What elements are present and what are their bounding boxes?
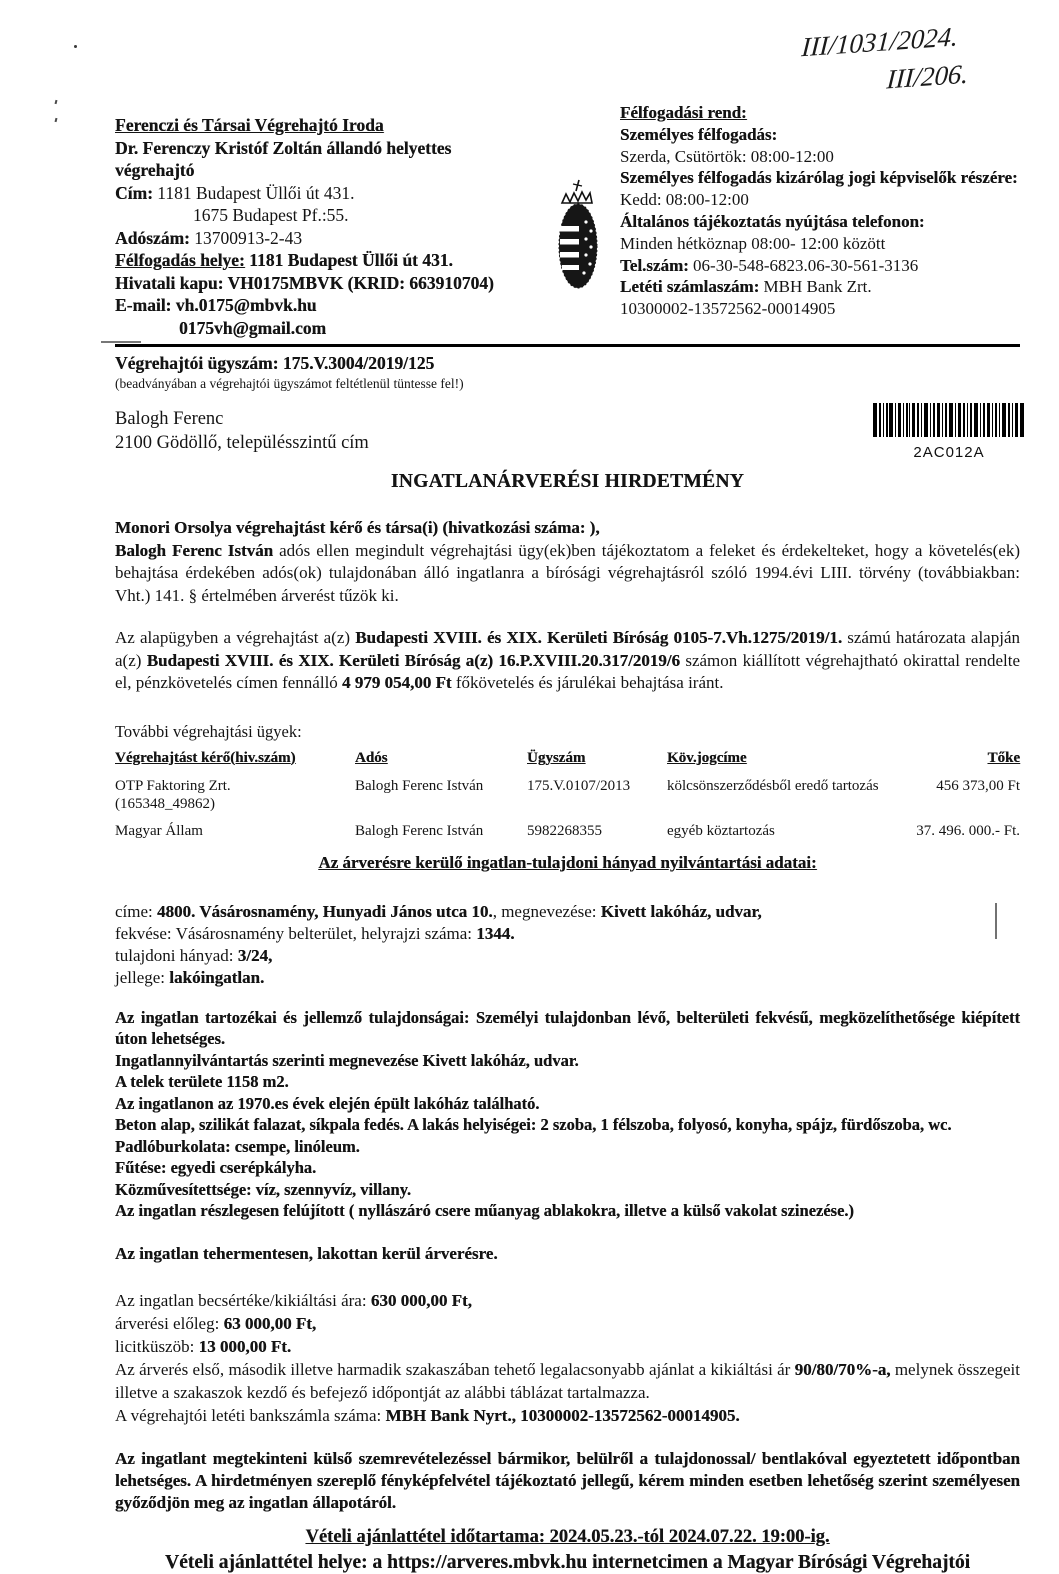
personal-reception-label: Személyes félfogadás: — [620, 124, 778, 144]
document-title: INGATLANÁRVERÉSI HIRDETMÉNY — [390, 471, 745, 492]
text-segment: Balogh Ferenc István — [115, 540, 274, 560]
reception-title: Félfogadási rend: — [620, 103, 747, 122]
auction-status-line: Az ingatlan tehermentesen, lakottan kerül árverésre. — [115, 1243, 498, 1263]
debtor-cell: Balogh Ferenc István — [355, 822, 484, 839]
header-separator — [115, 344, 1020, 347]
office-name: Ferenczi és Társai Végrehajtó Iroda — [115, 115, 384, 135]
office-email-line-2: 0175vh@gmail.com — [179, 317, 327, 338]
addressee-name: Balogh Ferenc — [115, 409, 224, 429]
legal-reception-label: Személyes félfogadás kizárólag jogi képviselők részére: — [620, 168, 1018, 188]
creditor-cell: OTP Faktoring Zrt. (165348_49862) — [115, 777, 231, 812]
text-segment: melynek összegeit illetve a szakaszok kezdő és befejező időpontját az alábbi táblázat tartalmazza. — [115, 1359, 1021, 1402]
case-number-line: Végrehajtói ügyszám: 175.V.3004/2019/125 — [115, 353, 435, 373]
column-header: Ügyszám — [527, 749, 586, 766]
feature-line: Az ingatlanon az 1970.es évek elején épült lakóház található. — [115, 1093, 540, 1113]
text-segment: 630 000,00 Ft, — [370, 1290, 472, 1310]
coat-of-arms-icon — [553, 179, 603, 296]
column-header: Adós — [355, 749, 388, 766]
reception-place-label: Félfogadás helye: — [115, 250, 245, 270]
barcode-block — [872, 403, 1026, 461]
feature-line: Ingatlannyilvántartás szerinti megnevezése Kivett lakóház, udvar. — [115, 1050, 579, 1070]
text-segment: licitküszöb: — [115, 1336, 199, 1356]
property-features-block — [115, 1007, 1020, 1222]
reception-place-value: 1181 Budapest Üllői út 431. — [249, 250, 453, 270]
column-header: Tőke — [987, 749, 1020, 766]
tax-label: Adószám: — [115, 227, 190, 248]
telephone-label: Tel.szám: — [620, 255, 689, 275]
text-segment: Budapesti XVIII. és XIX. Kerületi Bíróság — [146, 650, 461, 670]
column-header: Végrehajtást kérő(hiv.szám) — [115, 749, 296, 766]
office-email-line — [115, 294, 563, 317]
text-segment: adós ellen megindult végrehajtási ügy(ek)ben tájékoztatom a feleket és érdekelteket, hogy a követelés(ek) behajtása érdekében adós(ok) tulajdonában álló ingatlanra a bírósági végrehajtásról szóló 1994.évi LIII. törvény (továbbiakban: Vht.) 141. § értelmében árverést tűzök ki. — [115, 540, 1021, 605]
text-segment: lakóingatlan. — [169, 967, 265, 987]
text-segment: 16.P.XVIII.20.317/2019/6 — [498, 650, 681, 670]
text-segment: 4800. Vásárosnamény, Hunyadi János utca 10. — [157, 901, 493, 921]
creditor-cell: Magyar Állam — [115, 822, 203, 839]
text-segment: számú határozata alapján a(z) — [115, 628, 1020, 670]
deposit-label: Letéti számlaszám: — [620, 277, 760, 297]
office-address-line — [115, 182, 563, 205]
case-number-cell: 5982268355 — [527, 822, 602, 839]
case-origin-paragraph — [115, 627, 1020, 695]
text-segment: 13 000,00 Ft. — [198, 1336, 292, 1356]
feature-line: Beton alap, szilikát falazat, síkpala fedés. A lakás helyiségei: 2 szoba, 1 félszoba, folyosó, konyha, spájz, fürdőszoba, wc. — [115, 1115, 952, 1134]
claim-type-cell: kölcsönszerződésből eredő tartozás — [667, 777, 879, 794]
address-label: Cím: — [115, 182, 153, 203]
text-segment: Kivett lakóház, udvar, — [600, 901, 762, 921]
estimated-price-line — [115, 1289, 1020, 1312]
further-cases-section — [115, 723, 1020, 840]
table-row — [115, 777, 1020, 813]
text-segment: A végrehajtói letéti bankszámla száma: — [115, 1405, 386, 1425]
table-row — [115, 822, 1020, 840]
feature-line: Az ingatlan részlegesen felújított ( nyllászáró csere műanyag ablakokra, illetve a külső vakolat szinezése.) — [115, 1201, 854, 1220]
phone-info-time: Minden hétköznap 08:00- 12:00 között — [620, 233, 886, 253]
office-deputy: Dr. Ferenczy Kristóf Zoltán állandó helyettes — [115, 137, 452, 158]
deposit-account-number: 10300002-13572562-00014905 — [620, 299, 836, 319]
scan-artifact-line — [995, 903, 997, 939]
reception-hours-block — [620, 102, 1020, 339]
text-segment: jellege: — [115, 967, 170, 987]
offer-place-line: Vételi ajánlattétel helye: a https://arveres.mbvk.hu internetcimen a Magyar Bírósági Végrehajtói — [165, 1551, 970, 1573]
parties-paragraph — [115, 517, 1020, 607]
further-cases-heading: További végrehajtási ügyek: — [115, 721, 302, 741]
table-header-row — [115, 749, 1020, 767]
property-address-line — [115, 901, 1020, 923]
column-header: Köv.jogcíme — [667, 749, 747, 766]
registry-data-section-title: Az árverésre kerülő ingatlan-tulajdoni hányad nyilvántartási adatai: — [318, 852, 817, 872]
debtor-cell: Balogh Ferenc István — [355, 777, 484, 794]
telephone-numbers: 06-30-548-6823.06-30-561-3136 — [693, 255, 919, 275]
tax-value: 13700913-2-43 — [194, 227, 303, 248]
feature-line: Padlóburkolata: csempe, linóleum. — [115, 1136, 360, 1156]
office-info-block — [115, 114, 563, 339]
text-segment: a(z) — [460, 650, 499, 670]
auction-stages-paragraph — [115, 1358, 1020, 1404]
feature-line: Fűtése: egyedi cserépkályha. — [115, 1158, 317, 1177]
phone-info-label: Általános tájékoztatás nyújtása telefonon: — [620, 211, 925, 231]
text-segment: Az árverés első, második illetve harmadik szakaszában tehető legalacsonyabb ajánlat a kikiáltási ár — [115, 1359, 795, 1379]
pricing-block — [115, 1289, 1020, 1427]
address-value: 1181 Budapest Üllői út 431. — [157, 182, 355, 203]
handwritten-note-line1: III/1031/2024. — [800, 21, 960, 63]
office-tax-line — [115, 227, 563, 250]
further-cases-table — [115, 749, 1020, 840]
office-reception-place-line — [115, 249, 563, 272]
feature-line: Az ingatlan tartozékai és jellemző tulajdonságai: Személyi tulajdonban lévő, belterületi fekvésű, megközelíthetősége kiépített úton lehetséges. — [115, 1007, 1020, 1048]
text-segment: 63 000,00 Ft, — [223, 1313, 317, 1333]
offer-period-line: Vételi ajánlattétel időtartama: 2024.05.23.-tól 2024.07.22. 19:00-ig. — [305, 1526, 830, 1547]
personal-reception-time: Szerda, Csütörtök: 08:00-12:00 — [620, 146, 834, 166]
scan-speck — [55, 91, 69, 97]
text-segment: árverési előleg: — [115, 1313, 224, 1333]
property-share-line — [115, 945, 1020, 967]
text-segment: 3/24, — [237, 945, 273, 965]
text-segment: főkövetelés és járulékai behajtása iránt. — [451, 673, 724, 692]
scan-speck — [74, 45, 77, 48]
office-postbox-line: 1675 Budapest Pf.:55. — [193, 205, 349, 225]
addressee-address: 2100 Gödöllő, településszintű cím — [115, 433, 369, 453]
claim-type-cell: egyéb köztartozás — [667, 822, 775, 839]
property-type-line — [115, 967, 1020, 989]
viewing-paragraph: Az ingatlant megtekinteni külső szemrevételezéssel bármikor, belülről a tulajdonossal/ bentlakóval egyeztetett időpontban lehetséges. A hirdetményen szereplő fényképfelvétel tájékoztató jellegű, kérem minden esetben lehetőség szerint személyesen győződjön meg az ingatlan állapotáról. — [115, 1448, 1020, 1512]
deposit-bank: MBH Bank Zrt. — [763, 277, 872, 297]
property-location-line — [115, 923, 1020, 945]
deposit-account-line — [620, 276, 1020, 298]
feature-line: Közművesítettsége: víz, szennyvíz, villany. — [115, 1179, 412, 1199]
feature-line: A telek területe 1158 m2. — [115, 1072, 289, 1091]
email-label: E-mail: — [115, 295, 172, 315]
text-segment: Az alapügyben a végrehajtást a(z) — [115, 628, 356, 647]
email-value-1: vh.0175@mbvk.hu — [175, 295, 317, 315]
case-number-cell: 175.V.0107/2013 — [527, 777, 631, 794]
text-segment: 1344. — [476, 923, 515, 943]
principal-cell: 37. 496. 000.- Ft. — [916, 822, 1020, 839]
text-segment: , megnevezése: — [492, 901, 601, 921]
text-segment: 4 979 054,00 Ft — [342, 673, 452, 692]
principal-cell: 456 373,00 Ft — [936, 777, 1020, 794]
advance-line — [115, 1312, 1020, 1335]
property-registry-block — [115, 901, 1020, 989]
text-segment: Monori Orsolya végrehajtást kérő és társa(i) (hivatkozási száma: ), — [115, 518, 600, 537]
barcode-image — [873, 403, 1025, 439]
text-segment: számon kiállított végrehajtható okirattal rendelte el, pénzkövetelés címen fennálló — [115, 650, 1020, 692]
text-segment: 90/80/70%-a, — [794, 1359, 891, 1379]
text-segment: címe: — [115, 901, 158, 921]
barcode-label: 2AC012A — [913, 444, 985, 461]
text-segment: fekvése: Vásárosnamény belterület, helyrajzi száma: — [115, 923, 477, 943]
bid-step-line — [115, 1335, 1020, 1358]
case-number-block — [115, 353, 1020, 392]
case-number-note: (beadványában a végrehajtói ügyszámot feltétlenül tüntesse fel!) — [115, 376, 464, 391]
text-segment: tulajdoni hányad: — [115, 945, 238, 965]
telephone-line — [620, 255, 1020, 277]
deposit-bank-line — [115, 1404, 1020, 1427]
legal-reception-time: Kedd: 08:00-12:00 — [620, 190, 749, 210]
office-gate-line: Hivatali kapu: VH0175MBVK (KRID: 663910704) — [115, 272, 494, 293]
text-segment: MBH Bank Nyrt., 10300002-13572562-00014905. — [385, 1405, 740, 1425]
text-segment: Az ingatlan becsértéke/kikiáltási ára: — [115, 1290, 371, 1310]
office-deputy-role: végrehajtó — [115, 160, 195, 180]
text-segment: Budapesti XVIII. és XIX. Kerületi Bíróság 0105-7.Vh.1275/2019/1. — [355, 628, 843, 647]
handwritten-note-line2: III/206. — [885, 58, 970, 95]
debtor-paragraph — [115, 540, 1020, 608]
